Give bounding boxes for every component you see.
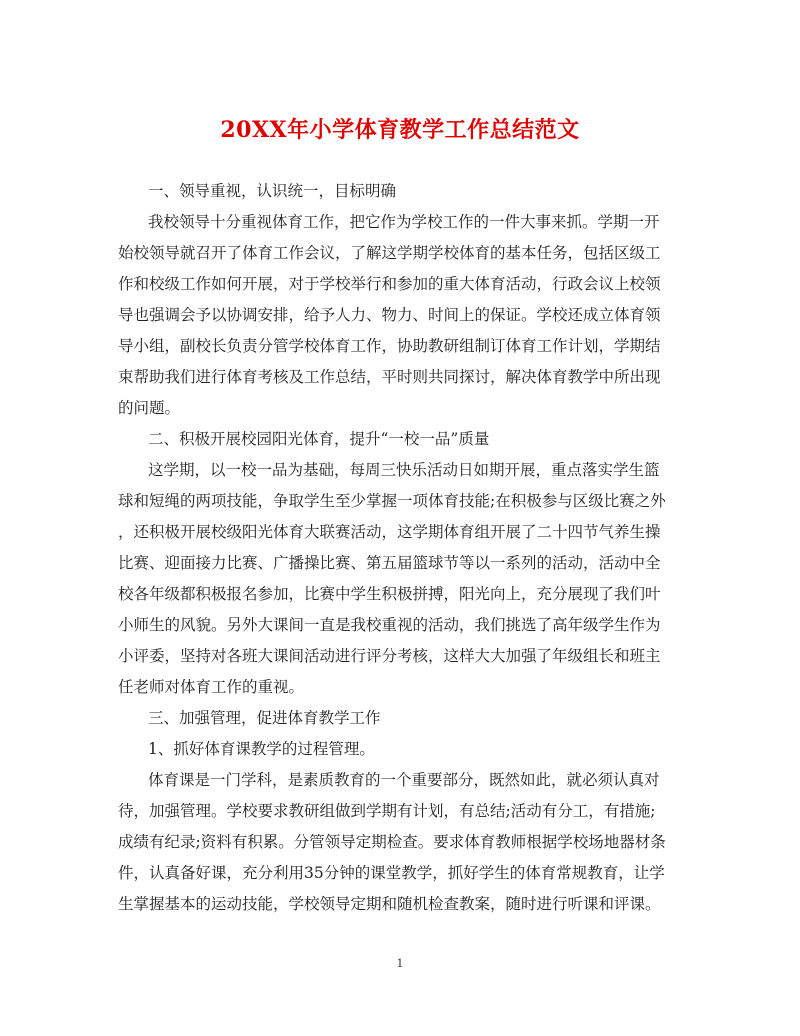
paragraph-line: 小师生的风貌。另外大课间一直是我校重视的活动，我们挑选了高年级学生作为 [118,616,661,634]
section-heading: 二、积极开展校园阳光体育，提升“一校一品”质量 [148,430,490,448]
paragraph-line: 束帮助我们进行体育考核及工作总结，平时则共同探讨，解决体育教学中所出现 [118,368,661,386]
paragraph-line: 作和校级工作如何开展，对于学校举行和参加的重大体育活动，行政会议上校领 [118,275,661,293]
paragraph-line: 我校领导十分重视体育工作，把它作为学校工作的一件大事来抓。学期一开 [148,213,660,231]
section-heading: 三、加强管理，促进体育教学工作 [148,709,381,727]
paragraph-line: 导小组，副校长负责分管学校体育工作，协助教研组制订体育工作计划，学期结 [118,337,661,355]
paragraph-line: 任老师对体育工作的重视。 [118,678,305,696]
paragraph-line: 件，认真备好课，充分利用35分钟的课堂教学，抓好学生的体育常规教育，让学 [118,864,665,882]
paragraph-line: 校各年级都积极报名参加，比赛中学生积极拼搏，阳光向上，充分展现了我们叶 [118,585,661,603]
paragraph-line: 比赛、迎面接力比赛、广播操比赛、第五届篮球节等以一系列的活动，活动中全 [118,554,661,572]
paragraph-line: 成绩有纪录;资料有积累。分管领导定期检查。要求体育教师根据学校场地器材条 [118,833,666,851]
section-heading: 一、领导重视，认识统一，目标明确 [148,182,397,200]
subsection-heading: 1、抓好体育课教学的过程管理。 [148,740,375,758]
paragraph-line: 球和短绳的两项技能，争取学生至少掌握一项体育技能;在积极参与区级比赛之外 [118,492,666,510]
paragraph-line: 小评委，坚持对各班大课间活动进行评分考核，这样大大加强了年级组长和班主 [118,647,661,665]
paragraph-line: 体育课是一门学科，是素质教育的一个重要部分，既然如此，就必须认真对 [148,771,660,789]
paragraph-line: 的问题。 [118,399,181,417]
document-title: 20XX年小学体育教学工作总结范文 [220,117,580,143]
paragraph-line: 待，加强管理。学校要求教研组做到学期有计划，有总结;活动有分工，有措施; [118,802,656,820]
paragraph-line: 这学期，以一校一品为基础，每周三快乐活动日如期开展，重点落实学生篮 [148,461,660,479]
paragraph-line: 生掌握基本的运动技能，学校领导定期和随机检查教案，随时进行听课和评课。 [118,895,661,913]
page-number: 1 [396,957,404,970]
paragraph-line: 始校领导就召开了体育工作会议，了解这学期学校体育的基本任务，包括区级工 [118,244,661,262]
paragraph-line: 导也强调会予以协调安排，给予人力、物力、时间上的保证。学校还成立体育领 [118,306,661,324]
paragraph-line: ，还积极开展校级阳光体育大联赛活动，这学期体育组开展了二十四节气养生操 [118,523,661,541]
